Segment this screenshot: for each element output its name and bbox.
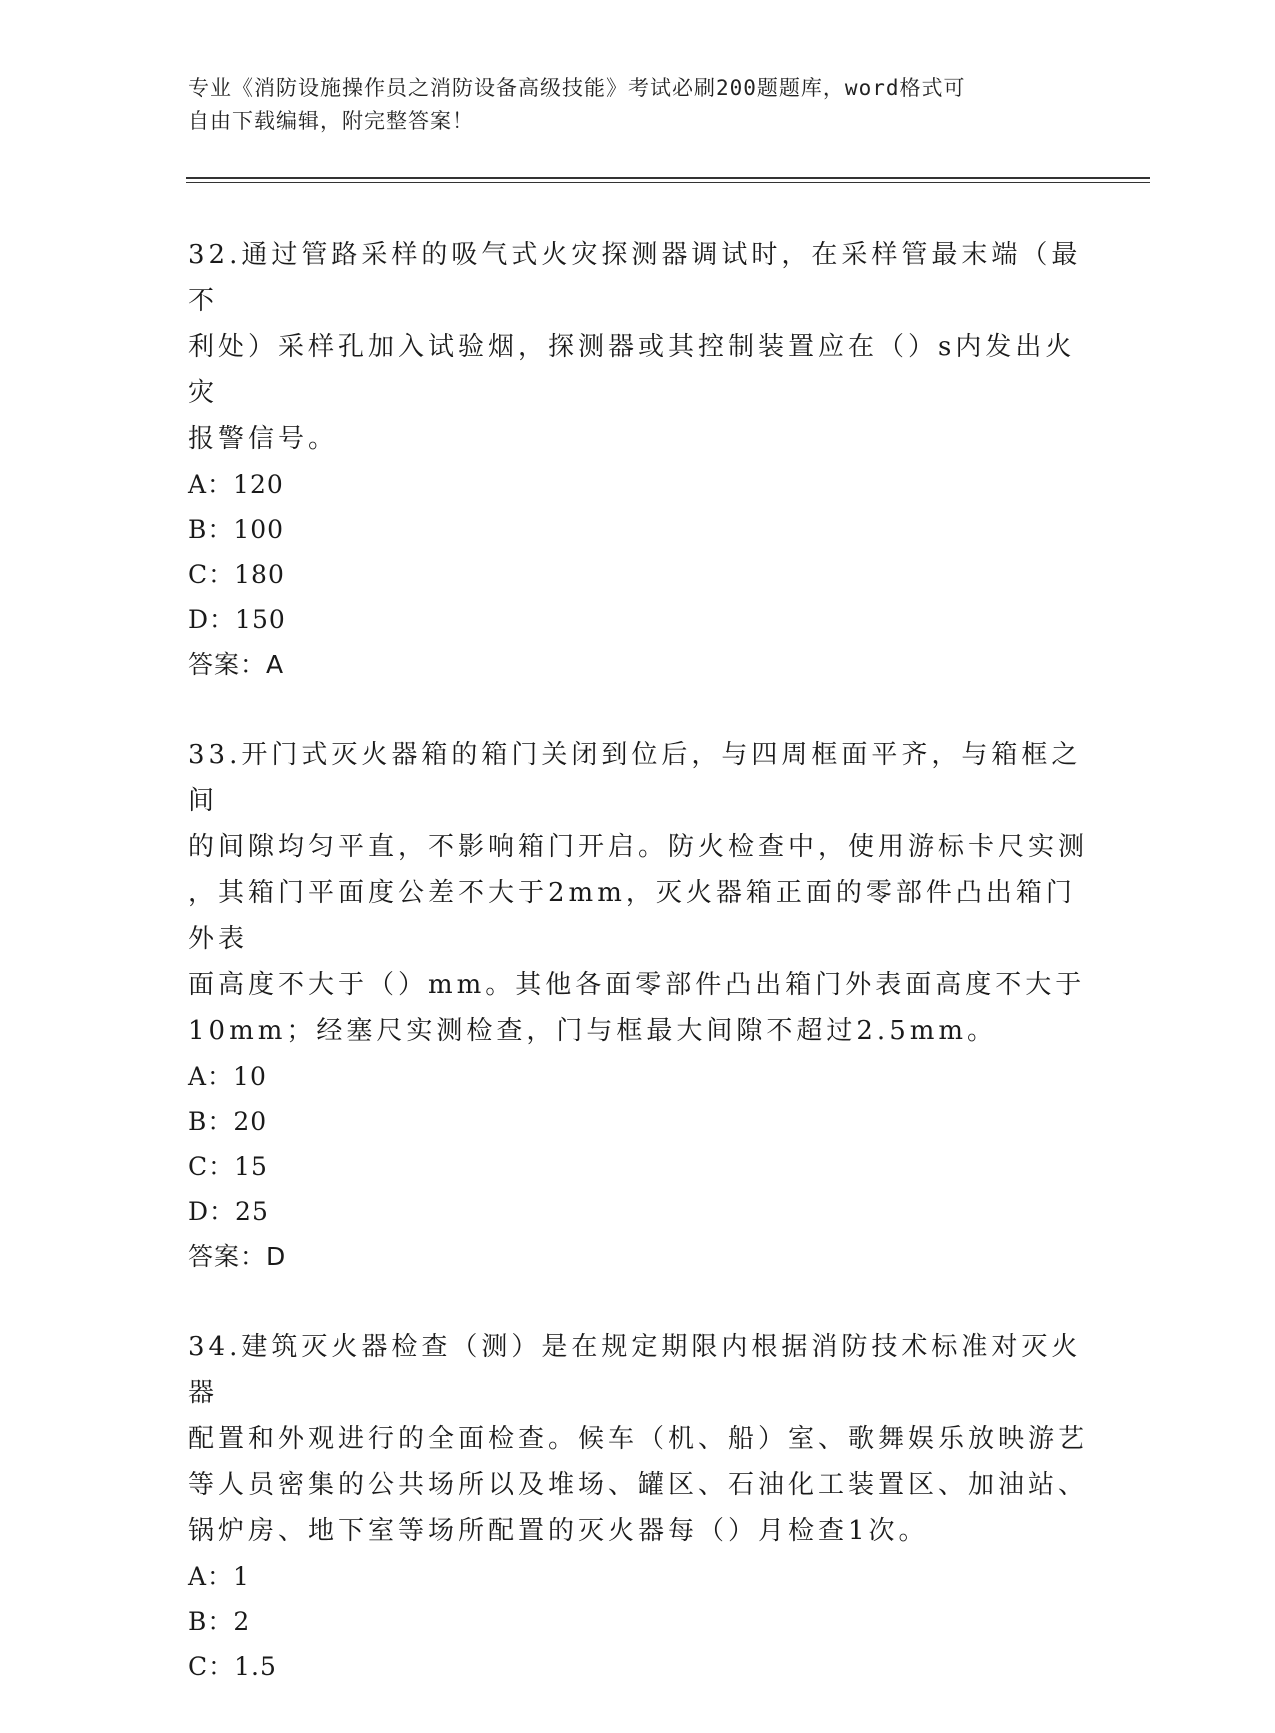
option-c: C：1.5: [188, 1652, 277, 1681]
option-c: C：180: [188, 560, 285, 589]
stem-line: 锅炉房、地下室等场所配置的灭火器每（）月检查1次。: [188, 1516, 929, 1546]
stem-line: 33.开门式灭火器箱的箱门关闭到位后，与四周框面平齐，与箱框之间: [188, 740, 1082, 816]
stem-line: ，其箱门平面度公差不大于2mm，灭火器箱正面的零部件凸出箱门外表: [188, 878, 1076, 954]
question-stem: [188, 732, 1088, 1054]
stem-line: 配置和外观进行的全面检查。候车（机、船）室、歌舞娱乐放映游艺: [188, 1424, 1089, 1454]
option-b: B：2: [188, 1607, 251, 1636]
option-b: B：20: [188, 1107, 268, 1136]
question-34: [188, 1324, 1088, 1689]
stem-line: 报警信号。: [188, 424, 339, 454]
option-a: A：120: [188, 470, 284, 499]
stem-line: 利处）采样孔加入试验烟，探测器或其控制装置应在（）s内发出火灾: [188, 332, 1076, 408]
option-b: B：100: [188, 515, 285, 544]
question-stem: [188, 232, 1088, 462]
stem-line: 等人员密集的公共场所以及堆场、罐区、石油化工装置区、加油站、: [188, 1470, 1089, 1500]
stem-line: 10mm；经塞尺实测检查，门与框最大间隙不超过2.5mm。: [188, 1016, 998, 1046]
header-line-1: 专业《消防设施操作员之消防设备高级技能》考试必刷200题题库，word格式可: [188, 76, 966, 100]
header-line-2: 自由下载编辑，附完整答案！: [188, 109, 474, 133]
question-33: [188, 732, 1088, 1280]
question-stem: [188, 1324, 1088, 1554]
option-a: A：1: [188, 1562, 250, 1591]
question-list: [188, 232, 1088, 1733]
stem-line: 面高度不大于（）mm。其他各面零部件凸出箱门外表面高度不大于: [188, 970, 1086, 1000]
stem-line: 32.通过管路采样的吸气式火灾探测器调试时，在采样管最末端（最不: [188, 240, 1082, 316]
option-c: C：15: [188, 1152, 268, 1181]
page-header: [188, 72, 1088, 138]
stem-line: 34.建筑灭火器检查（测）是在规定期限内根据消防技术标准对灭火器: [188, 1332, 1082, 1408]
option-a: A：10: [188, 1062, 267, 1091]
answer-label: 答案：A: [188, 650, 285, 679]
header-divider: [186, 177, 1150, 183]
option-d: D：25: [188, 1197, 269, 1226]
option-d: D：150: [188, 605, 286, 634]
stem-line: 的间隙均匀平直，不影响箱门开启。防火检查中，使用游标卡尺实测: [188, 832, 1089, 862]
answer-label: 答案：D: [188, 1242, 287, 1271]
question-32: [188, 232, 1088, 688]
